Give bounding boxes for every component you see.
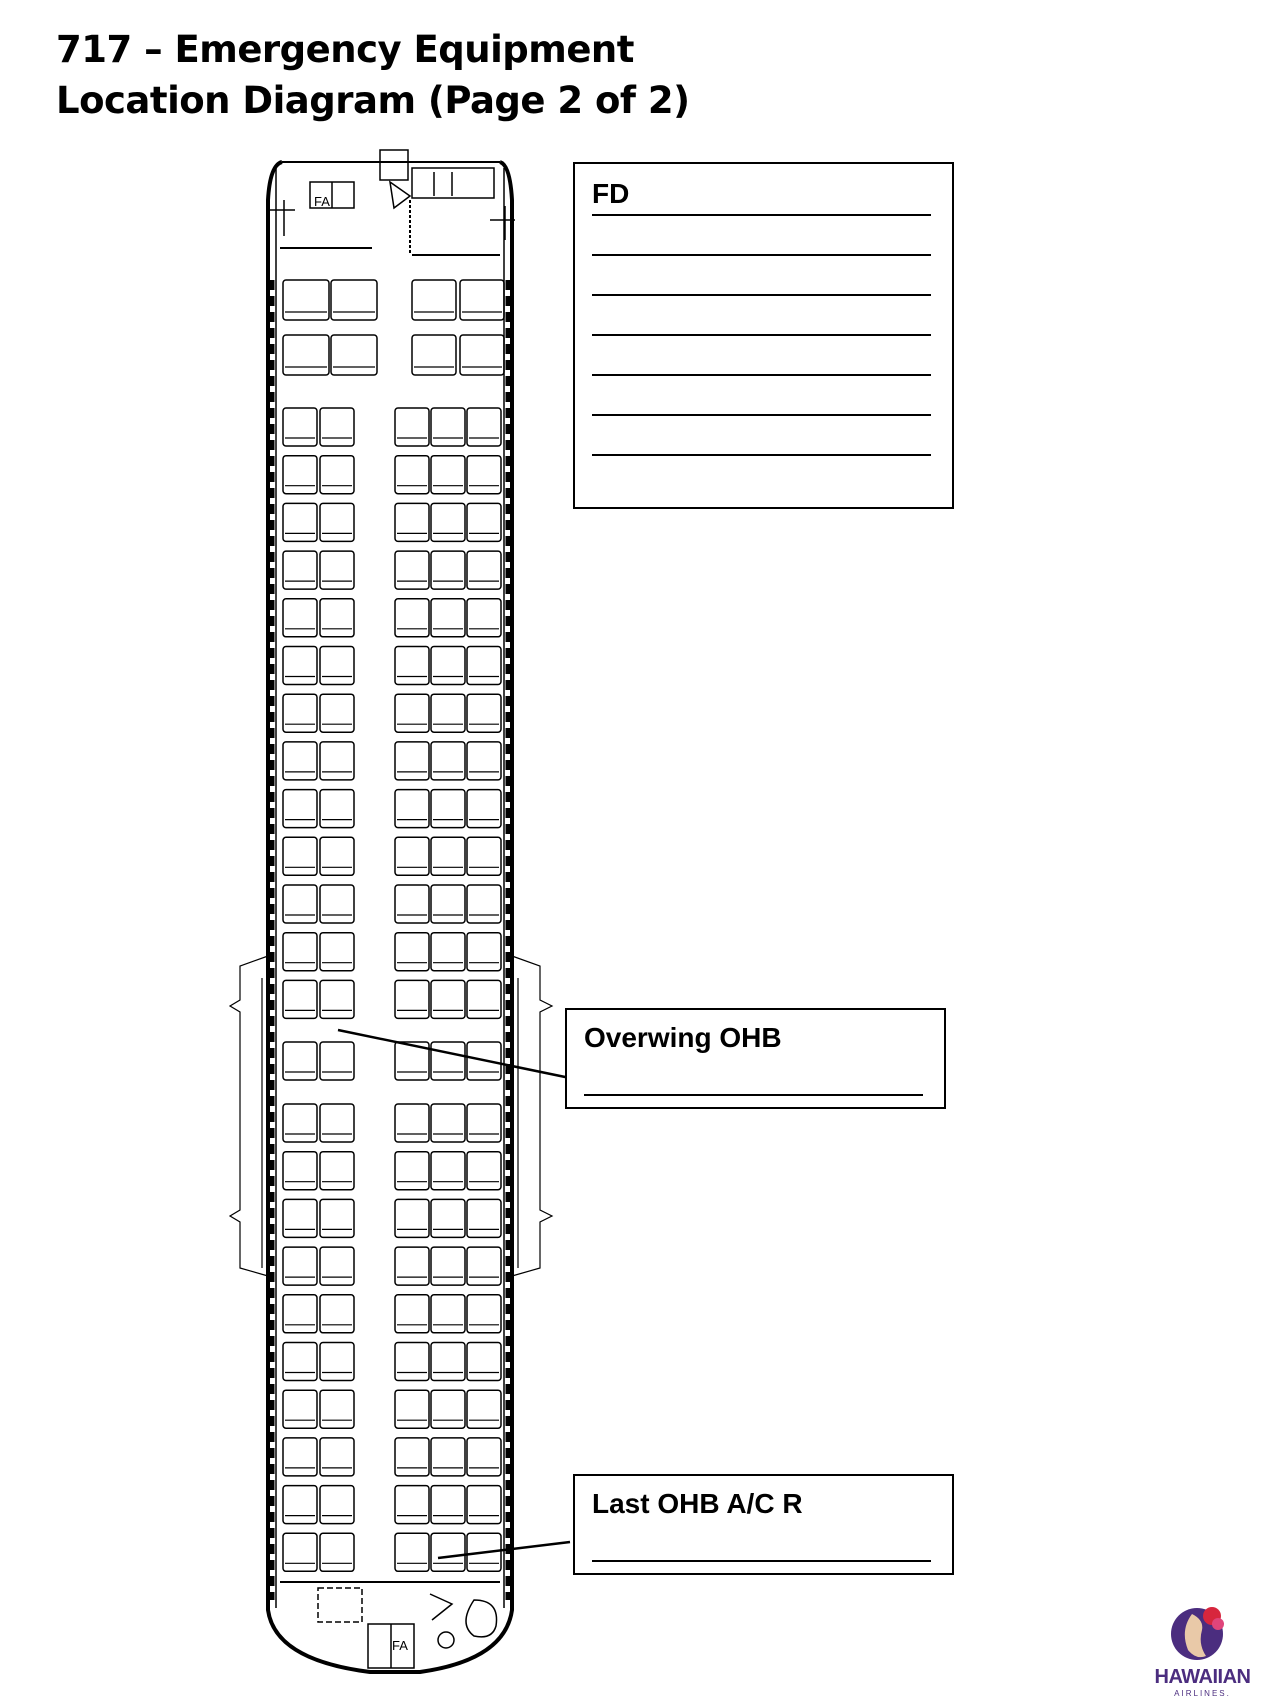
economy-seat <box>283 837 317 875</box>
economy-seat <box>467 551 501 589</box>
economy-seat <box>283 1343 317 1381</box>
economy-seat <box>431 1104 465 1142</box>
economy-seat <box>320 694 354 732</box>
fd-blank-line-6[interactable] <box>592 414 931 416</box>
economy-seat <box>320 599 354 637</box>
economy-seat <box>395 1390 429 1428</box>
economy-seat <box>395 742 429 780</box>
economy-seat <box>431 1152 465 1190</box>
economy-seat <box>395 408 429 446</box>
economy-seat <box>283 790 317 828</box>
fd-blank-line-5[interactable] <box>592 374 931 376</box>
economy-seat <box>431 1343 465 1381</box>
economy-seat <box>320 1486 354 1524</box>
economy-seat <box>283 1042 317 1080</box>
first-class-seat <box>412 280 456 320</box>
last-ohb-blank-line[interactable] <box>592 1560 931 1562</box>
economy-seat <box>283 599 317 637</box>
economy-seat <box>467 1438 501 1476</box>
economy-seat <box>467 1199 501 1237</box>
economy-seat <box>467 1104 501 1142</box>
economy-seat <box>431 1390 465 1428</box>
economy-seat <box>395 647 429 685</box>
forward-fa-seat-label: FA <box>314 194 330 209</box>
economy-seat <box>467 1486 501 1524</box>
overwing-ohb-box <box>565 1008 946 1109</box>
economy-seat <box>320 408 354 446</box>
economy-seat <box>395 694 429 732</box>
economy-seat <box>283 742 317 780</box>
economy-seat <box>431 599 465 637</box>
economy-seat <box>320 1295 354 1333</box>
fuselage-outline <box>268 162 512 1672</box>
economy-seat <box>320 456 354 494</box>
economy-seat <box>431 1247 465 1285</box>
economy-seat <box>467 599 501 637</box>
economy-seat <box>320 1042 354 1080</box>
economy-seat <box>283 1295 317 1333</box>
economy-seat <box>431 933 465 971</box>
economy-seat <box>395 837 429 875</box>
page-title-line-1: 717 – Emergency Equipment <box>56 28 634 71</box>
economy-seat <box>431 790 465 828</box>
economy-seat <box>283 551 317 589</box>
economy-seat <box>283 1438 317 1476</box>
economy-seat <box>320 1152 354 1190</box>
overwing-label: Overwing OHB <box>584 1022 782 1053</box>
economy-seat <box>283 1199 317 1237</box>
economy-seat <box>320 647 354 685</box>
economy-seat <box>320 837 354 875</box>
economy-seat <box>467 837 501 875</box>
economy-seat <box>283 1247 317 1285</box>
economy-seat <box>467 647 501 685</box>
economy-seat <box>283 647 317 685</box>
economy-seat <box>467 1152 501 1190</box>
economy-seat <box>431 1533 465 1571</box>
hawaiian-airlines-pualani-icon <box>1140 1600 1265 1666</box>
economy-seat <box>467 1295 501 1333</box>
economy-seat <box>431 1295 465 1333</box>
fd-blank-line-7[interactable] <box>592 454 931 456</box>
economy-seat <box>395 980 429 1018</box>
economy-seat <box>395 790 429 828</box>
economy-seat <box>320 742 354 780</box>
economy-seat <box>283 1152 317 1190</box>
economy-seat <box>320 1199 354 1237</box>
economy-seat <box>283 1533 317 1571</box>
economy-seat <box>431 1042 465 1080</box>
last-ohb-box <box>573 1474 954 1575</box>
overwing-blank-line[interactable] <box>584 1094 923 1096</box>
economy-seat <box>431 503 465 541</box>
economy-seat <box>467 980 501 1018</box>
economy-seat <box>283 408 317 446</box>
economy-seat <box>283 1104 317 1142</box>
economy-seat <box>320 933 354 971</box>
fd-equipment-box <box>573 162 954 509</box>
economy-seat <box>320 503 354 541</box>
economy-seat <box>283 1390 317 1428</box>
economy-seat <box>283 694 317 732</box>
economy-seat <box>431 742 465 780</box>
economy-seat <box>467 742 501 780</box>
economy-seat <box>467 456 501 494</box>
economy-seat <box>395 1343 429 1381</box>
economy-seat <box>320 980 354 1018</box>
economy-seat <box>395 1152 429 1190</box>
aft-fa-seat-label: FA <box>392 1638 408 1653</box>
hawaiian-airlines-logo <box>1140 1600 1265 1700</box>
economy-seat <box>320 885 354 923</box>
economy-seat <box>395 599 429 637</box>
economy-seat <box>395 503 429 541</box>
fd-blank-line-4[interactable] <box>592 334 931 336</box>
economy-seat <box>320 1438 354 1476</box>
economy-seat <box>395 1104 429 1142</box>
economy-seat <box>395 885 429 923</box>
fd-label: FD <box>592 178 630 209</box>
economy-seat <box>283 885 317 923</box>
seat-rows <box>283 280 504 1571</box>
first-class-seat <box>283 280 329 320</box>
logo-name: HAWAIIAN <box>1154 1666 1251 1688</box>
economy-seat <box>467 694 501 732</box>
economy-seat <box>283 456 317 494</box>
economy-seat <box>431 980 465 1018</box>
economy-seat <box>395 1199 429 1237</box>
economy-seat <box>431 885 465 923</box>
first-class-seat <box>460 335 504 375</box>
first-class-seat <box>412 335 456 375</box>
economy-seat <box>395 1295 429 1333</box>
economy-seat <box>320 1247 354 1285</box>
logo-sub: AIRLINES. <box>1174 1689 1231 1698</box>
fd-blank-line-2[interactable] <box>592 254 931 256</box>
economy-seat <box>431 1486 465 1524</box>
first-class-seat <box>460 280 504 320</box>
economy-seat <box>431 1438 465 1476</box>
economy-seat <box>431 694 465 732</box>
economy-seat <box>320 551 354 589</box>
fd-blank-line-3[interactable] <box>592 294 931 296</box>
economy-seat <box>395 456 429 494</box>
economy-seat <box>467 408 501 446</box>
economy-seat <box>431 408 465 446</box>
economy-seat <box>467 885 501 923</box>
aft-galley <box>280 1582 500 1668</box>
economy-seat <box>431 647 465 685</box>
economy-seat <box>431 551 465 589</box>
economy-seat <box>283 933 317 971</box>
first-class-seat <box>283 335 329 375</box>
economy-seat <box>395 1438 429 1476</box>
overwing-leader-line <box>338 1030 570 1078</box>
economy-seat <box>395 551 429 589</box>
economy-seat <box>320 790 354 828</box>
economy-seat <box>467 790 501 828</box>
economy-seat <box>283 503 317 541</box>
economy-seat <box>320 1343 354 1381</box>
economy-seat <box>395 933 429 971</box>
economy-seat <box>395 1533 429 1571</box>
economy-seat <box>467 1247 501 1285</box>
economy-seat <box>395 1247 429 1285</box>
economy-seat <box>320 1104 354 1142</box>
economy-seat <box>467 503 501 541</box>
first-class-seat <box>331 335 377 375</box>
economy-seat <box>395 1486 429 1524</box>
economy-seat <box>467 1390 501 1428</box>
economy-seat <box>431 837 465 875</box>
economy-seat <box>467 933 501 971</box>
economy-seat <box>467 1343 501 1381</box>
first-class-seat <box>331 280 377 320</box>
fd-blank-line-1[interactable] <box>592 214 931 216</box>
economy-seat <box>431 456 465 494</box>
economy-seat <box>283 1486 317 1524</box>
page-title-line-2: Location Diagram (Page 2 of 2) <box>56 79 690 122</box>
economy-seat <box>320 1533 354 1571</box>
economy-seat <box>320 1390 354 1428</box>
economy-seat <box>283 980 317 1018</box>
last-ohb-label: Last OHB A/C R <box>592 1488 803 1519</box>
forward-galley <box>270 150 515 255</box>
economy-seat <box>431 1199 465 1237</box>
